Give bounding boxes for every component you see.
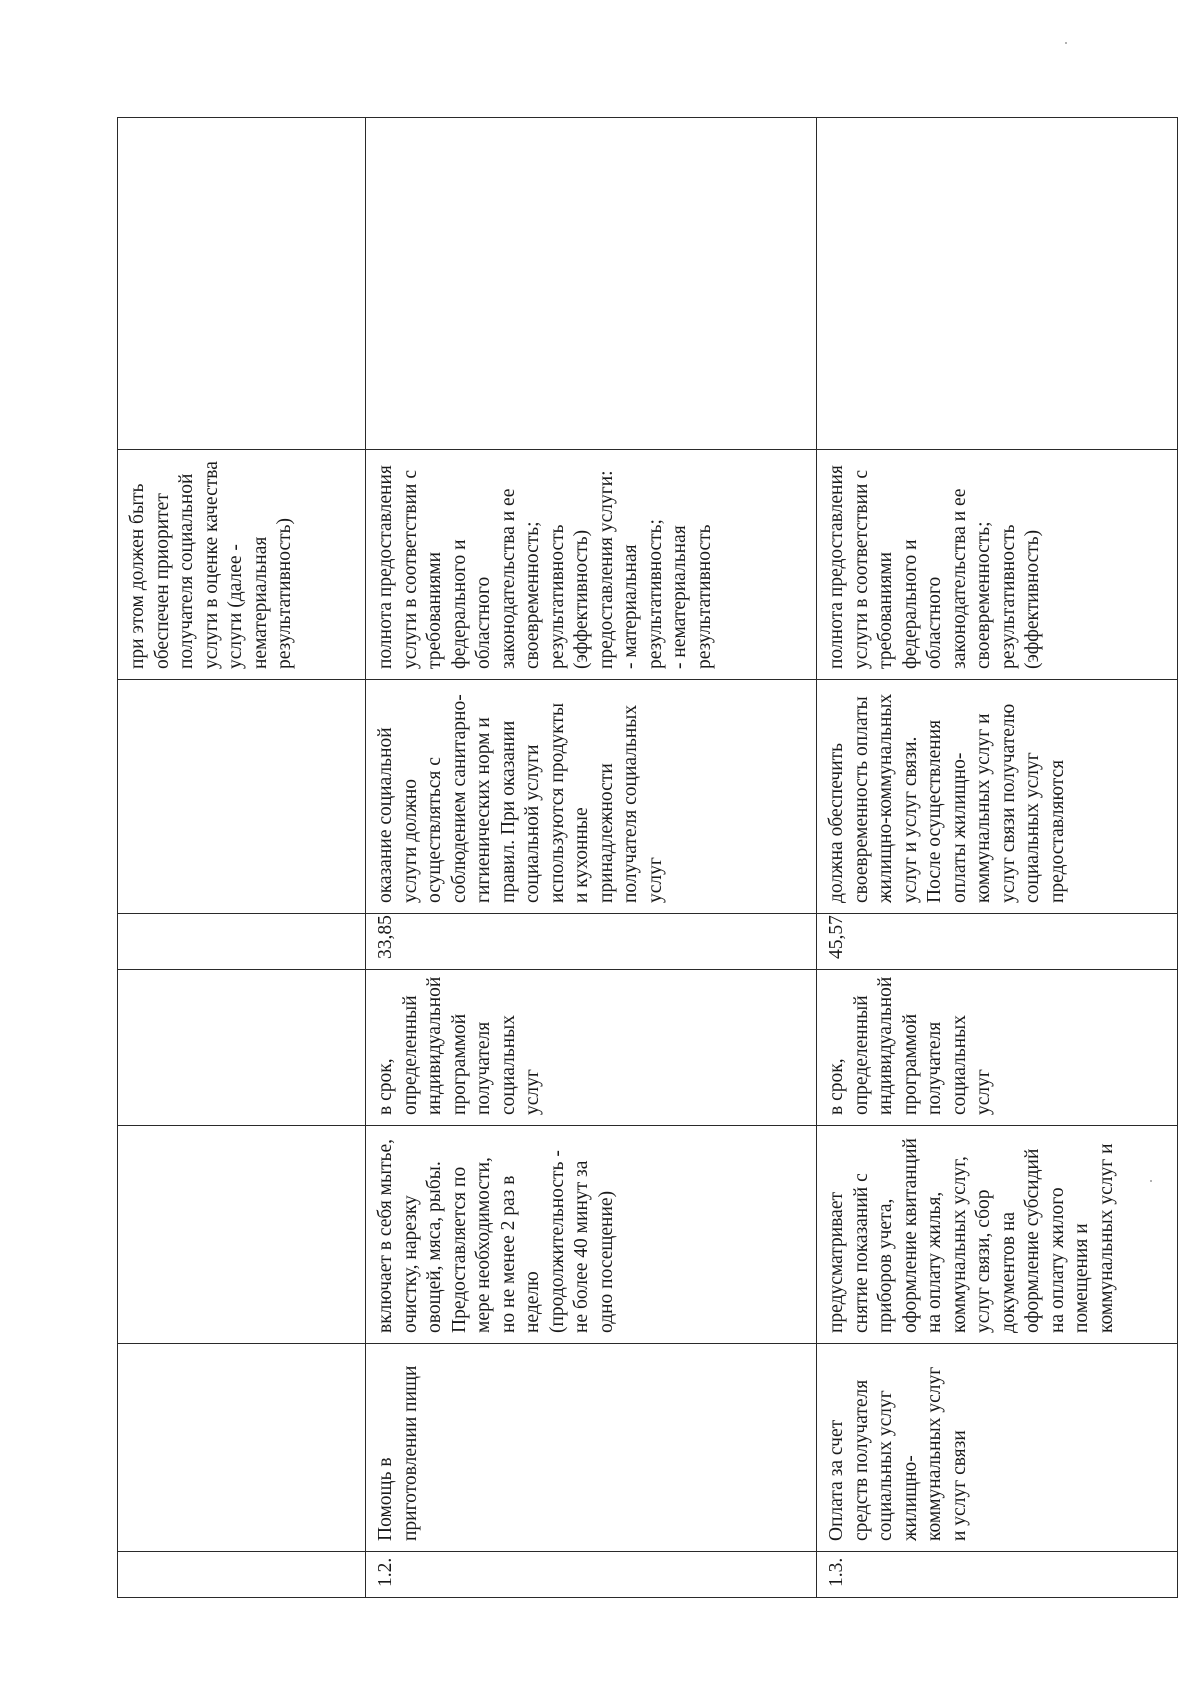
cell-number: 1.3.	[817, 1552, 1178, 1598]
cell-cost: 45,57	[817, 914, 1178, 970]
cell-indicators: при этом должен быть обеспечен приоритет получателя социальной услуги в оценке качества услуги (далее - нематериальная результативность)	[118, 450, 366, 680]
cell-service-name: Помощь в приготовлении пищи	[366, 1344, 817, 1552]
cell-term	[118, 970, 366, 1126]
cell-cost	[118, 914, 366, 970]
cell-description: предусматривает снятие показаний с приборов учета, оформление квитанций на оплату жилья, коммунальных услуг, услуг связи, сбор документов на оформление субсидий на оплату жилого помещения и коммунальных услуг и	[817, 1126, 1178, 1344]
cell-extra	[366, 118, 817, 450]
table-row	[118, 118, 366, 1598]
cell-description	[118, 1126, 366, 1344]
cell-term: в срок, определенный индивидуальной программой получателя социальных услуг	[366, 970, 817, 1126]
cell-conditions	[118, 680, 366, 914]
scan-speck	[1150, 1180, 1152, 1182]
cell-term: в срок, определенный индивидуальной программой получателя социальных услуг	[817, 970, 1178, 1126]
services-table	[117, 117, 1178, 1598]
cell-description: включает в себя мытье, очистку, нарезку овощей, мяса, рыбы. Предоставляется по мере необходимости, но не менее 2 раз в неделю (продолжительность - не более 40 минут за одно посещение)	[366, 1126, 817, 1344]
cell-service-name	[118, 1344, 366, 1552]
cell-indicators: полнота предоставления услуги в соответствии с требованиями федерального и областного законодательства и ее своевременность; результативность (эффективность) предоставления услуги: - материальная результативность; - нематериальная результативность	[366, 450, 817, 680]
cell-service-name: Оплата за счет средств получателя социальных услуг жилищно-коммунальных услуг и услуг связи	[817, 1344, 1178, 1552]
cell-indicators: полнота предоставления услуги в соответствии с требованиями федерального и областного законодательства и ее своевременность; результативность (эффективность)	[817, 450, 1178, 680]
table-row	[817, 118, 1178, 1598]
cell-extra	[118, 118, 366, 450]
cell-number: 1.2.	[366, 1552, 817, 1598]
cell-conditions: должна обеспечить своевременность оплаты жилищно-коммунальных услуг и услуг связи. После осуществления оплаты жилищно-коммунальных услуг и услуг связи получателю социальных услуг предоставляются	[817, 680, 1178, 914]
scan-speck	[1065, 42, 1067, 44]
cell-number	[118, 1552, 366, 1598]
cell-extra	[817, 118, 1178, 450]
table-row	[366, 118, 817, 1598]
cell-conditions: оказание социальной услуги должно осуществляться с соблюдением санитарно-гигиенических норм и правил. При оказании социальной услуги используются продукты и кухонные принадлежности получателя социальных услуг	[366, 680, 817, 914]
rotated-table-page	[117, 118, 1177, 1598]
cell-cost: 33,85	[366, 914, 817, 970]
